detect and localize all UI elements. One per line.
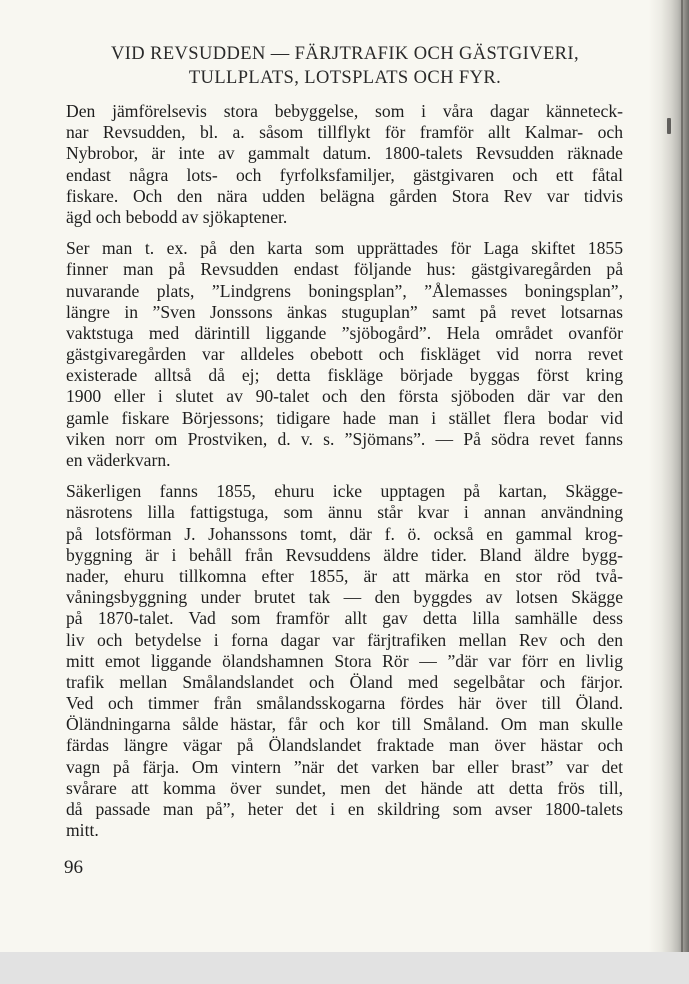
- text-line: en väderkvarn.: [66, 450, 171, 470]
- heading-line-1: VID REVSUDDEN — FÄRJTRAFIK OCH GÄSTGIVERI,: [110, 44, 579, 64]
- spine-mark: [667, 118, 671, 134]
- text-line: svårare att komma över sundet, men det hände att detta frös till,: [66, 777, 623, 798]
- text-line: Nybrobor, är inte av gammalt datum. 1800-talets Revsudden räknade: [66, 143, 623, 164]
- paragraph: [66, 238, 623, 471]
- text-line: nuvarande plats, ”Lindgrens boningsplan”, ”Ålemasses boningsplan”,: [66, 280, 623, 301]
- text-line: gamle fiskare Börjessons; tidigare hade man i stället flera bodar vid: [66, 407, 623, 428]
- text-line: trafik mellan Smålandslandet och Öland med segelbåtar och färjor.: [66, 671, 623, 692]
- text-line: Säkerligen fanns 1855, ehuru icke upptagen på kartan, Skägge-: [66, 481, 623, 502]
- text-line: endast några lots- och fyrfolksfamiljer, gästgivaren och ett fåtal: [66, 164, 623, 185]
- text-line: på 1870-talet. Vad som framför allt gav detta lilla samhälle dess: [66, 608, 623, 629]
- text-line: då passade man på”, heter det i en skildring som avser 1800-talets: [66, 799, 623, 819]
- text-line: mitt emot liggande ölandshamnen Stora Rör — ”där var förr en livlig: [66, 650, 623, 671]
- paragraph: [66, 101, 623, 228]
- text-line: finner man på Revsudden endast följande hus: gästgivaregården på: [66, 259, 623, 280]
- paragraph: [66, 481, 623, 841]
- text-line: nader, ehuru tillkomna efter 1855, är att märka en stor röd två-: [66, 565, 623, 586]
- text-line: existerade alltså då ej; detta fiskläge började byggas först kring: [66, 365, 623, 386]
- text-line: 1900 eller i slutet av 90-talet och den första sjöboden där var den: [66, 386, 623, 407]
- text-line: fiskare. Och den nära udden belägna gården Stora Rev var tidvis: [66, 185, 623, 206]
- page-number: 96: [64, 857, 83, 878]
- text-line: Ved och timmer från smålandsskogarna fördes här över till Öland.: [66, 693, 623, 714]
- text-line: ägd och bebodd av sjökaptener.: [66, 206, 288, 227]
- text-line: liv och betydelse i forna dagar var färjtrafiken mellan Rev och den: [66, 629, 623, 650]
- text-line: näsrotens lilla fattigstuga, som ännu står kvar i annan användning: [66, 502, 623, 523]
- text-line: Ser man t. ex. på den karta som upprättades för Laga skiftet 1855: [66, 238, 623, 259]
- text-line: gästgivaregården var alldeles obebott och fiskläget vid norra revet: [66, 344, 623, 365]
- text-line: mitt.: [66, 820, 99, 841]
- book-spine-shadow: [649, 0, 689, 952]
- text-line: Öländningarna sålde hästar, får och kor till Småland. Om man skulle: [66, 714, 623, 735]
- text-line: längre in ”Sven Jonssons änkas stuguplan” samt på revet lotsarnas: [66, 301, 623, 322]
- text-line: viken norr om Prostviken, d. v. s. ”Sjömans”. — På södra revet fanns: [66, 428, 623, 449]
- text-line: vagn på färja. Om vintern ”när det varken bar eller brast” var det: [66, 756, 623, 777]
- spine-edge: [681, 0, 683, 952]
- text-line: byggning är i behåll från Revsuddens äldre tider. Bland äldre bygg-: [66, 544, 623, 565]
- text-line: nar Revsudden, bl. a. såsom tillflykt för framför allt Kalmar- och: [66, 122, 623, 143]
- text-line: färdas längre vägar på Ölandslandet fraktade man över hästar och: [66, 735, 623, 756]
- scan-bottom-margin: [0, 952, 689, 984]
- heading-line-2: TULLPLATS, LOTSPLATS OCH FYR.: [188, 68, 502, 88]
- text-line: på lotsförman J. Johanssons tomt, där f. ö. också en gammal krog-: [66, 523, 623, 544]
- chapter-heading: [90, 42, 600, 90]
- text-line: Den jämförelsevis stora bebyggelse, som i våra dagar känneteck-: [66, 101, 623, 121]
- text-line: vaktstuga med därintill liggande ”sjöbogård”. Hela området ovanför: [66, 322, 623, 343]
- text-line: våningsbyggning under brutet tak — den byggdes av lotsen Skägge: [66, 587, 623, 608]
- body-text: [66, 101, 623, 851]
